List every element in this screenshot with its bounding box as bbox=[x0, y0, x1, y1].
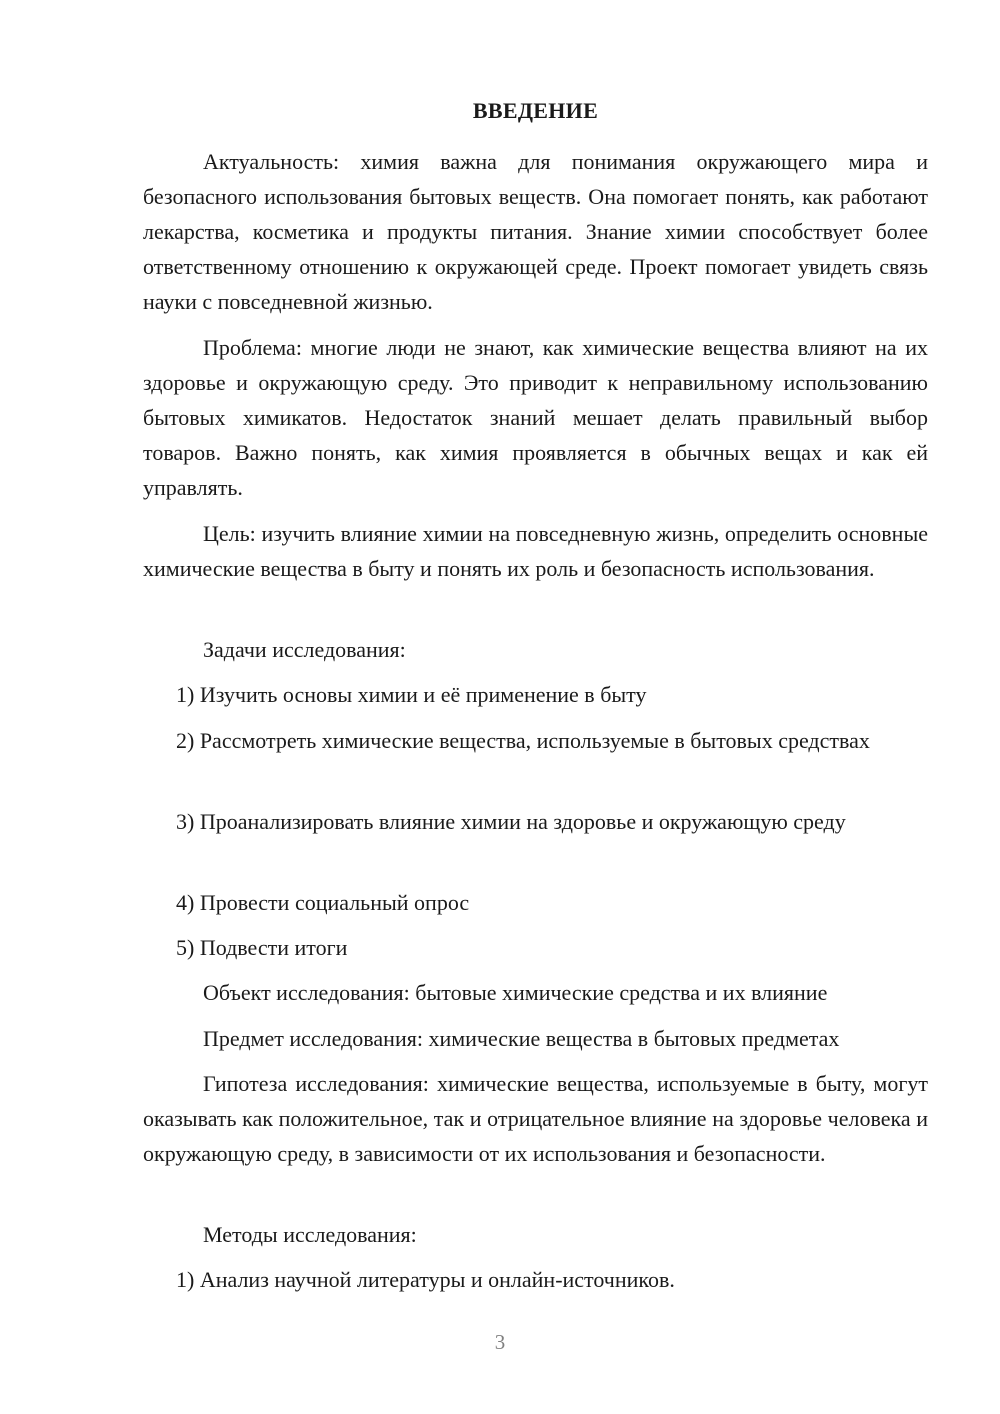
hypothesis-paragraph: Гипотеза исследования: химические вещества, используемые в быту, могут оказывать как положительное, так и отрицательное влияние на здоровье человека и окружающую среду, в зависимости от их использования и безопасности. bbox=[143, 1071, 928, 1166]
methods-heading: Методы исследования: bbox=[203, 1222, 417, 1247]
subject-line: Предмет исследования: химические вещества в бытовых предметах bbox=[203, 1026, 840, 1051]
task-item: 1) Изучить основы химии и её применение в быту bbox=[176, 682, 647, 707]
task-item: 5) Подвести итоги bbox=[176, 935, 348, 960]
task-item: 3) Проанализировать влияние химии на здоровье и окружающую среду bbox=[176, 809, 846, 834]
task-item: 4) Провести социальный опрос bbox=[176, 890, 470, 915]
relevance-paragraph: Актуальность: химия важна для понимания окружающего мира и безопасного использования бытовых веществ. Она помогает понять, как работают лекарства, косметика и продукты питания. Знание химии способствует более ответственному отношению к окружающей среде. Проект помогает увидеть связь науки с повседневной жизнью. bbox=[143, 149, 928, 314]
page-number: 3 bbox=[494, 1330, 506, 1354]
problem-paragraph: Проблема: многие люди не знают, как химические вещества влияют на их здоровье и окружающую среду. Это приводит к неправильному использованию бытовых химикатов. Недостаток знаний мешает делать правильный выбор товаров. Важно понять, как химия проявляется в обычных вещах и как ей управлять. bbox=[143, 335, 928, 500]
object-line: Объект исследования: бытовые химические средства и их влияние bbox=[203, 980, 828, 1005]
tasks-heading: Задачи исследования: bbox=[203, 637, 406, 662]
goal-paragraph: Цель: изучить влияние химии на повседневную жизнь, определить основные химические вещества в быту и понять их роль и безопасность использования. bbox=[143, 521, 928, 581]
task-item: 2) Рассмотреть химические вещества, используемые в бытовых средствах bbox=[176, 728, 870, 753]
method-item: 1) Анализ научной литературы и онлайн-источников. bbox=[176, 1267, 675, 1292]
page-title: ВВЕДЕНИЕ bbox=[472, 98, 599, 123]
